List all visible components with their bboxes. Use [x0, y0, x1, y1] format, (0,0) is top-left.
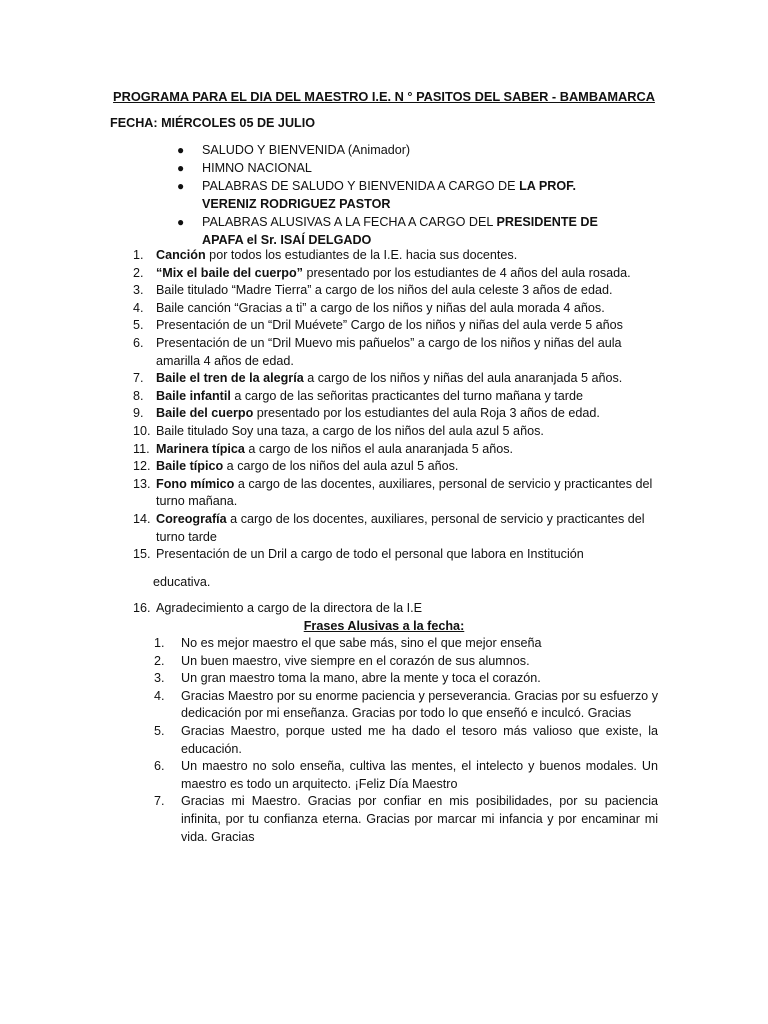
phrases-list	[154, 635, 658, 846]
item-15-continuation: educativa.	[153, 575, 211, 589]
program-item: 4. Baile canción “Gracias a ti” a cargo de los niños y niñas del aula morada 4 años.	[133, 300, 605, 315]
program-item: 2. “Mix el baile del cuerpo” presentado por los estudiantes de 4 años del aula rosada.	[133, 265, 631, 280]
bullet-icon: ●	[177, 161, 185, 176]
phrase-item: 7. Gracias mi Maestro. Gracias por confiar en mis posibilidades, por su paciencia infinita, por tu confianza eterna. Gracias por marcar mi infancia y por encaminar mi vida. Gracias	[154, 794, 658, 844]
program-item: 3. Baile titulado “Madre Tierra” a cargo de los niños del aula celeste 3 años de edad.	[133, 283, 613, 298]
bullet-item: ● HIMNO NACIONAL	[182, 160, 622, 178]
program-item: 12. Baile típico a cargo de los niños del aula azul 5 años.	[133, 459, 459, 474]
document-title: PROGRAMA PARA EL DIA DEL MAESTRO I.E. N ° PASITOS DEL SABER - BAMBAMARCA	[113, 89, 655, 104]
program-item: 9. Baile del cuerpo presentado por los estudiantes del aula Roja 3 años de edad.	[133, 406, 600, 421]
program-list	[133, 247, 663, 564]
phrase-item: 5. Gracias Maestro, porque usted me ha dado el tesoro más valioso que existe, la educación.	[154, 723, 658, 756]
program-item: 6. Presentación de un “Dril Muevo mis pañuelos” a cargo de los niños y niñas del aula amarilla 4 años de edad.	[133, 335, 622, 368]
opening-bullet-list	[177, 142, 622, 250]
phrase-item: 1. No es mejor maestro el que sabe más, sino el que mejor enseña	[154, 636, 542, 650]
program-item: 14. Coreografía a cargo de los docentes, auxiliares, personal de servicio y practicantes del turno tarde	[133, 511, 645, 544]
bullet-item: ● SALUDO Y BIENVENIDA (Animador)	[182, 142, 622, 160]
bullet-item: ● PALABRAS DE SALUDO Y BIENVENIDA A CARGO DE LA PROF. VERENIZ RODRIGUEZ PASTOR	[177, 179, 576, 211]
bullet-item: ● PALABRAS ALUSIVAS A LA FECHA A CARGO DEL PRESIDENTE DE APAFA el Sr. ISAÍ DELGADO	[177, 215, 598, 247]
phrase-item: 2. Un buen maestro, vive siempre en el corazón de sus alumnos.	[154, 653, 530, 668]
program-item: 8. Baile infantil a cargo de las señoritas practicantes del turno mañana y tarde	[133, 388, 584, 403]
program-list-continued	[133, 600, 663, 618]
phrase-item: 3. Un gran maestro toma la mano, abre la mente y toca el corazón.	[154, 671, 541, 686]
bullet-icon: ●	[177, 143, 185, 157]
program-item: 13. Fono mímico a cargo de las docentes, auxiliares, personal de servicio y practicantes del turno mañana.	[133, 476, 653, 509]
program-item: 7. Baile el tren de la alegría a cargo de los niños y niñas del aula anaranjada 5 años.	[133, 371, 623, 386]
phrase-item: 4. Gracias Maestro por su enorme paciencia y perseverancia. Gracias por su esfuerzo y dedicación por mi enseñanza. Gracias por todo lo que enseñó e inculcó. Gracias	[154, 688, 658, 721]
phrases-heading: Frases Alusivas a la fecha:	[303, 619, 465, 633]
program-item: 1. Canción por todos los estudiantes de la I.E. hacia sus docentes.	[133, 248, 518, 262]
program-item: 5. Presentación de un “Dril Muévete” Cargo de los niños y niñas del aula verde 5 años	[133, 318, 623, 333]
bullet-icon: ●	[177, 179, 185, 194]
program-item: 16. Agradecimiento a cargo de la directora de la I.E	[133, 601, 423, 615]
program-item: 10. Baile titulado Soy una taza, a cargo de los niños del aula azul 5 años.	[133, 423, 544, 438]
bullet-icon: ●	[177, 215, 185, 230]
event-date: FECHA: MIÉRCOLES 05 DE JULIO	[110, 116, 316, 130]
program-item: 11. Marinera típica a cargo de los niños el aula anaranjada 5 años.	[133, 441, 514, 456]
program-item: 15. Presentación de un Dril a cargo de todo el personal que labora en Institución	[133, 547, 584, 562]
phrase-item: 6. Un maestro no solo enseña, cultiva las mentes, el intelecto y buenos modales. Un maestro es todo un arquitecto. ¡Feliz Día Maestro	[154, 759, 658, 791]
